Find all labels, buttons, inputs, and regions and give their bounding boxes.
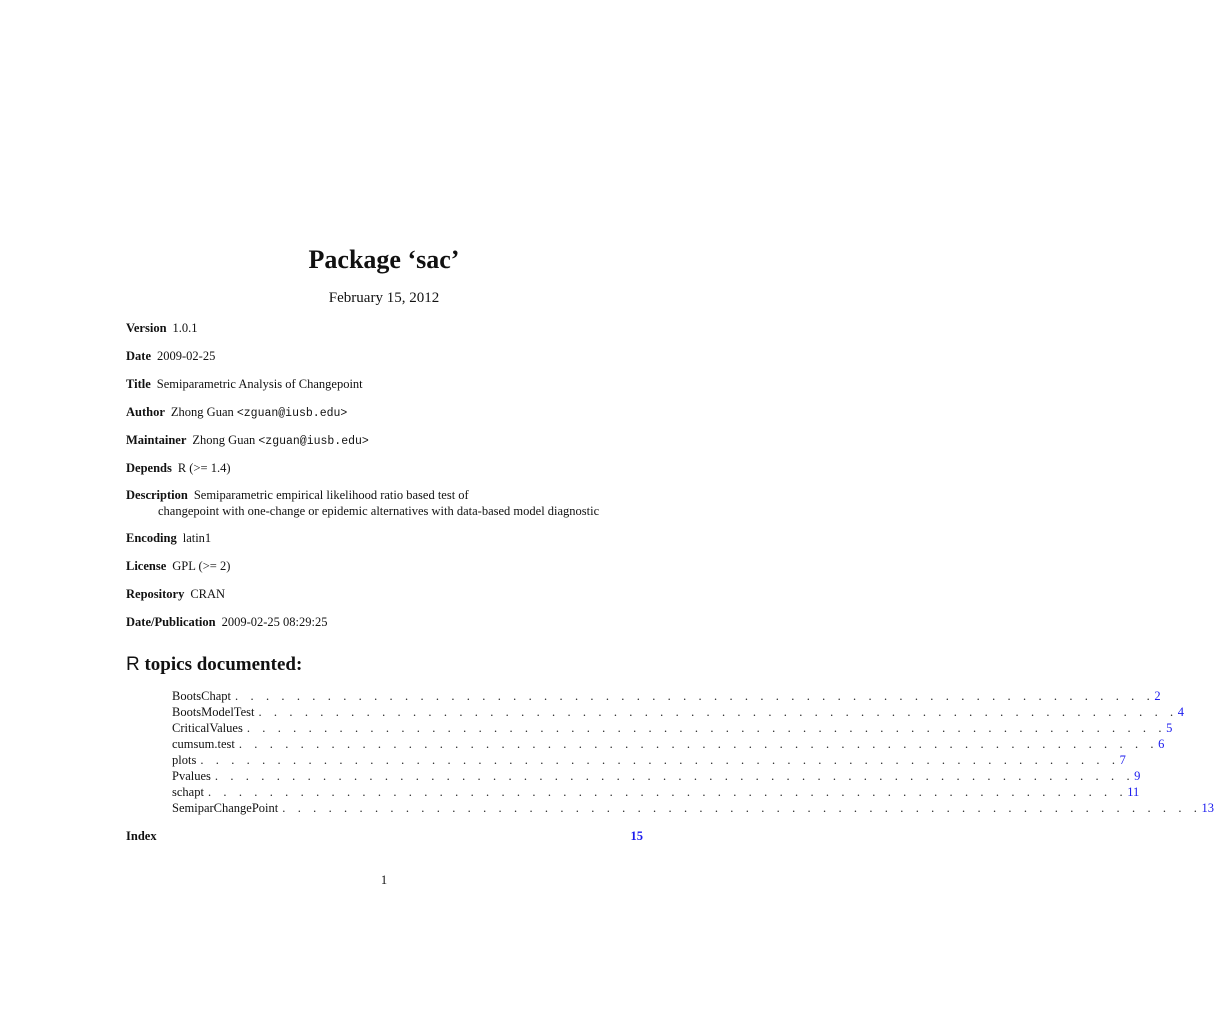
field-maintainer [126,432,369,450]
toc-page-link[interactable]: 6 [1158,737,1165,751]
toc-entry-label[interactable]: plots [172,753,197,767]
toc-entry-pvalues[interactable] [172,768,1141,784]
toc-entry-cumsum-test[interactable] [172,736,1165,752]
field-license-key: License [126,559,167,573]
toc-entry-label[interactable]: CriticalValues [172,721,243,735]
toc-page-link[interactable]: 11 [1127,785,1140,799]
toc-leader-dots: . . . . . . . . . . . . . . . . . . . . . . . . . . . . . . . . . . . . . . . . . . . . . . . . . . . . . . . . . . . . [282,801,1202,815]
field-description-line1: Semiparametric empirical likelihood ratio based test of [193,488,469,502]
toc-entry-bootschapt[interactable] [172,688,1161,704]
field-encoding-key: Encoding [126,531,177,545]
field-title-key: Title [126,377,151,391]
toc-entry-label[interactable]: cumsum.test [172,737,235,751]
field-encoding [126,530,211,546]
toc-page-link[interactable]: 7 [1119,753,1126,767]
field-encoding-value: latin1 [182,531,212,545]
toc-leader-dots: . . . . . . . . . . . . . . . . . . . . . . . . . . . . . . . . . . . . . . . . . . . . . . . . . . . . . . . . . . . . [214,769,1135,783]
topics-list [172,688,1214,816]
field-description [126,487,599,519]
field-version-value: 1.0.1 [172,321,198,335]
index-entry[interactable] [126,828,643,844]
toc-page-link[interactable]: 4 [1177,705,1184,719]
toc-entry-label[interactable]: schapt [172,785,204,799]
toc-leader-dots: . . . . . . . . . . . . . . . . . . . . . . . . . . . . . . . . . . . . . . . . . . . . . . . . . . . . . . . . . . . . [207,785,1128,799]
toc-entry-semiparchangepoint[interactable] [172,800,1214,816]
toc-leader-dots: . . . . . . . . . . . . . . . . . . . . . . . . . . . . . . . . . . . . . . . . . . . . . . . . . . . . . . . . . . . . [258,705,1178,719]
toc-leader-dots: . . . . . . . . . . . . . . . . . . . . . . . . . . . . . . . . . . . . . . . . . . . . . . . . . . . . . . . . . . . . [235,689,1155,703]
toc-entry-plots[interactable] [172,752,1126,768]
field-author-email: <zguan@iusb.edu> [236,407,348,420]
toc-entry-label[interactable]: BootsModelTest [172,705,255,719]
field-date [126,348,215,364]
field-date-publication [126,614,328,630]
toc-leader-dots: . . . . . . . . . . . . . . . . . . . . . . . . . . . . . . . . . . . . . . . . . . . . . . . . . . . . . . . . . . . . [246,721,1167,735]
toc-page-link[interactable]: 5 [1166,721,1173,735]
field-description-key: Description [126,488,188,502]
field-maintainer-email: <zguan@iusb.edu> [258,435,369,448]
topics-heading [126,652,302,678]
field-author-key: Author [126,405,165,419]
toc-entry-label[interactable]: SemiparChangePoint [172,801,279,815]
toc-page-link[interactable]: 2 [1154,689,1161,703]
field-date-publication-key: Date/Publication [126,615,216,629]
field-date-publication-value: 2009-02-25 08:29:25 [221,615,328,629]
field-title-value: Semiparametric Analysis of Changepoint [156,377,363,391]
field-version [126,320,198,336]
field-repository-key: Repository [126,587,185,601]
field-version-key: Version [126,321,167,335]
field-depends-value: R (>= 1.4) [177,461,231,475]
field-title [126,376,363,392]
field-depends [126,460,230,476]
field-repository [126,586,225,602]
toc-entry-bootsmodeltest[interactable] [172,704,1184,720]
topics-heading-r: R [126,654,140,675]
topics-heading-text: topics documented: [144,654,303,675]
field-license [126,558,230,574]
field-date-key: Date [126,349,151,363]
date-line: February 15, 2012 [328,290,440,306]
page-number: 1 [380,873,388,887]
toc-page-link[interactable]: 9 [1134,769,1141,783]
toc-leader-dots: . . . . . . . . . . . . . . . . . . . . . . . . . . . . . . . . . . . . . . . . . . . . . . . . . . . . . . . . . . . . [238,737,1159,751]
field-license-value: GPL (>= 2) [172,559,231,573]
field-author-name: Zhong Guan [170,405,234,419]
toc-leader-dots: . . . . . . . . . . . . . . . . . . . . . . . . . . . . . . . . . . . . . . . . . . . . . . . . . . . . . . . . . . . . [200,753,1120,767]
toc-entry-schapt[interactable] [172,784,1140,800]
field-repository-value: CRAN [190,587,226,601]
field-date-value: 2009-02-25 [157,349,216,363]
toc-entry-criticalvalues[interactable] [172,720,1173,736]
field-depends-key: Depends [126,461,172,475]
field-author [126,404,347,422]
toc-entry-label[interactable]: BootsChapt [172,689,232,703]
index-page-link[interactable]: 15 [630,829,643,843]
field-maintainer-key: Maintainer [126,433,187,447]
field-description-line2: changepoint with one-change or epidemic alternatives with data-based model diagnostic [158,504,600,518]
toc-entry-label[interactable]: Pvalues [172,769,211,783]
index-label[interactable]: Index [126,829,157,843]
toc-page-link[interactable]: 13 [1201,801,1214,815]
field-maintainer-name: Zhong Guan [192,433,256,447]
package-title: Package ‘sac’ [308,245,460,274]
